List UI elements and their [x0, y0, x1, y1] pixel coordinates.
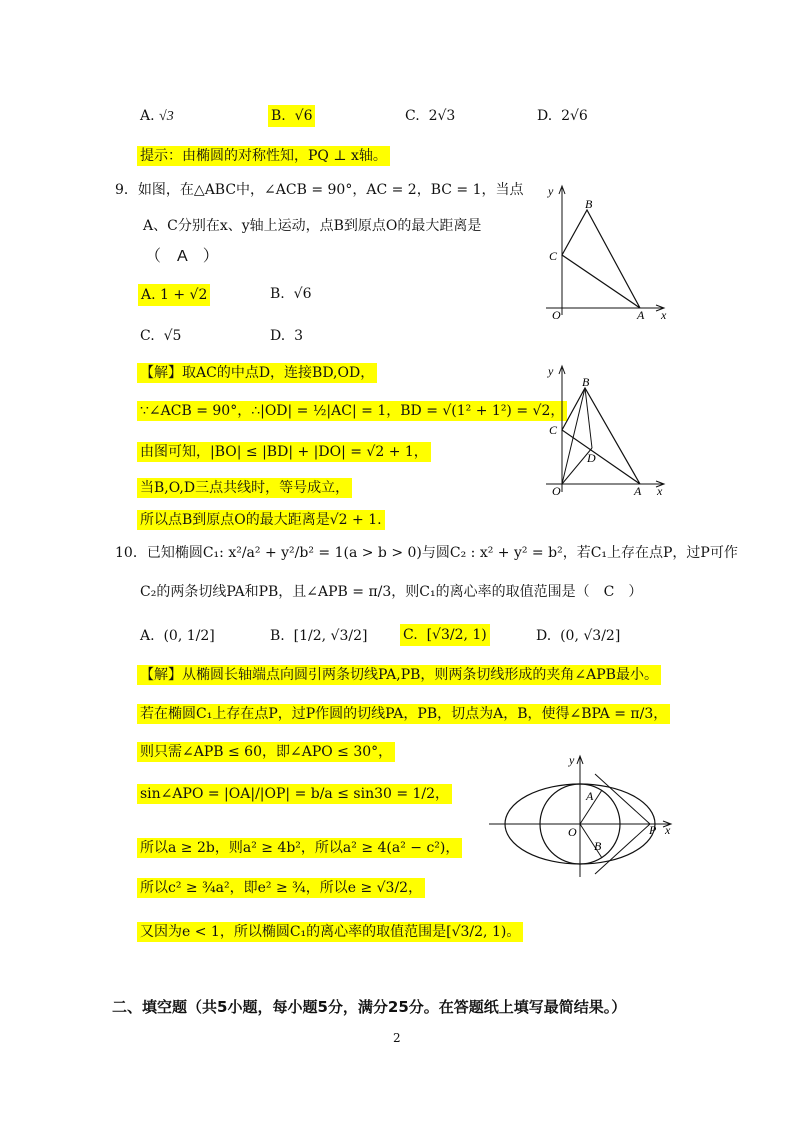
q10-option-d-value: (0, √3/2] [560, 628, 621, 644]
q9-answer-paren: （ A ） [145, 248, 219, 265]
q10-option-a: A. (0, 1/2] [140, 628, 215, 644]
q8-option-b-value: √6 [294, 108, 313, 124]
q8-option-c-value: 2√3 [428, 108, 456, 124]
q10-option-b: B. [1/2, √3/2] [270, 628, 368, 644]
q8-option-c: C. 2√3 [405, 108, 456, 124]
q9-stem-line2: A、C分别在x、y轴上运动，点B到原点O的最大距离是 [143, 218, 482, 234]
q8-option-d: D. 2√6 [537, 108, 588, 124]
q10-stem-line2: C₂的两条切线PA和PB，且∠APB = π/3，则C₁的离心率的取值范围是（ C ） [140, 584, 643, 600]
q8-hint: 提示：由椭圆的对称性知，PQ ⊥ x轴。 [137, 146, 390, 166]
q10-sol-line5: 所以a ≥ 2b，则a² ≥ 4b²，所以a² ≥ 4(a² − c²)， [137, 838, 462, 858]
q9-figure-2 [530, 360, 680, 500]
q9-sol-line3: 由图可知，|BO| ≤ |BD| + |DO| = √2 + 1， [137, 442, 431, 462]
q10-fig-label-y: y [569, 753, 575, 767]
fig1-label-o: O [552, 308, 561, 322]
q10-option-b-value: [1/2, √3/2] [293, 628, 368, 644]
q9-sol-line4: 当B,O,D三点共线时，等号成立， [137, 478, 352, 498]
q9-option-b: B. √6 [270, 286, 312, 302]
q10-option-d: D. (0, √3/2] [536, 628, 621, 644]
q10-sol-line1: 【解】从椭圆长轴端点向圆引两条切线PA,PB，则两条切线形成的夹角∠APB最小。 [137, 665, 661, 685]
q9-option-c: C. √5 [140, 328, 182, 344]
fig2-label-b: B [582, 375, 590, 389]
fig2-label-a: A [634, 484, 642, 498]
q10-sol-line3: 则只需∠APB ≤ 60，即∠APO ≤ 30°， [137, 742, 395, 762]
fig2-label-c: C [549, 423, 558, 437]
fig1-label-c: C [549, 249, 558, 263]
fig2-label-y: y [548, 364, 554, 378]
q10-option-a-value: (0, 1/2] [163, 628, 215, 644]
q10-fig-label-p: P [649, 823, 657, 837]
q8-option-d-value: 2√6 [561, 108, 588, 124]
fig1-label-y: y [548, 184, 554, 198]
q9-sol-line1: 【解】取AC的中点D，连接BD,OD， [137, 363, 377, 383]
page-number: 2 [393, 1031, 401, 1045]
q10-sol-line7: 又因为e < 1，所以椭圆C₁的离心率的取值范围是[√3/2, 1)。 [137, 922, 523, 942]
fig2-label-d: D [587, 451, 596, 465]
q10-fig-label-o: O [568, 825, 577, 839]
fig2-label-o: O [552, 484, 561, 498]
fig2-label-x: x [657, 484, 663, 498]
fig1-label-b: B [585, 197, 593, 211]
fig1-label-a: A [637, 308, 645, 322]
q9-sol-line5: 所以点B到原点O的最大距离是√2 + 1. [137, 510, 385, 530]
q9-option-d-value: 3 [294, 328, 304, 344]
q10-stem-line1: 10．已知椭圆C₁: x²/a² + y²/b² = 1(a > b > 0)与圆C₂ : x² + y² = b²，若C₁上存在点P，过P可作 [115, 545, 738, 561]
fig1-label-x: x [661, 308, 667, 322]
q10-sol-line6: 所以c² ≥ ¾a²，即e² ≥ ¾，所以e ≥ √3/2， [137, 878, 425, 898]
q9-option-a: A. 1 + √2 [138, 284, 210, 306]
section-2-heading: 二、填空题（共5小题，每小题5分，满分25分。在答题纸上填写最简结果。） [112, 998, 627, 1016]
q8-option-a: A. √3 [140, 108, 174, 124]
q9-option-d: D. 3 [270, 328, 304, 344]
q9-option-c-value: √5 [163, 328, 182, 344]
q9-option-a-value: 1 + √2 [160, 287, 208, 303]
q10-fig-label-b: B [594, 839, 602, 853]
q10-figure [485, 752, 680, 882]
q9-option-b-value: √6 [293, 286, 312, 302]
q10-option-c: C. [√3/2, 1) [400, 624, 490, 646]
q9-stem-line1: 9．如图，在△ABC中，∠ACB = 90°，AC = 2，BC = 1，当点 [115, 182, 524, 198]
q10-sol-line2: 若在椭圆C₁上存在点P，过P作圆的切线PA，PB，切点为A，B，使得∠BPA = π/3， [137, 704, 670, 724]
q8-option-b: B. √6 [268, 105, 315, 127]
q9-figure-1 [530, 180, 680, 325]
q10-option-c-value: [√3/2, 1) [426, 627, 487, 643]
q10-sol-line4: sin∠APO = |OA|/|OP| = b/a ≤ sin30 = 1/2， [137, 784, 452, 804]
q10-fig-label-a: A [586, 789, 594, 803]
q10-fig-label-x: x [665, 823, 671, 837]
q9-sol-line2: ∵∠ACB = 90°，∴|OD| = ½|AC| = 1，BD = √(1² + 1²) = √2， [137, 401, 567, 421]
q8-option-a-value: √3 [159, 109, 174, 124]
